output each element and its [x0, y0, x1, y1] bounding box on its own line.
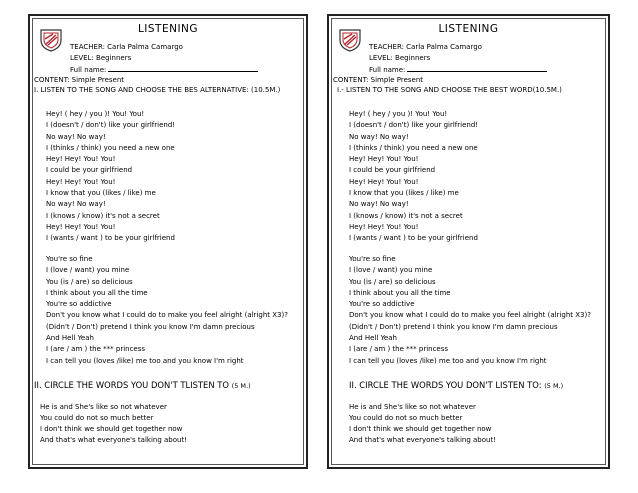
lyric-line: I could be your girlfriend [349, 166, 436, 175]
lyric-line: Don't you know what I could do to make you feel alright (alright X3)? [349, 311, 591, 320]
lyric-line: And Hell Yeah [349, 334, 397, 343]
lyric-line: And Hell Yeah [46, 334, 94, 343]
verse-3 [349, 402, 496, 446]
lyric-line: I (are / am ) the *** princess [46, 345, 146, 354]
verse-2 [46, 254, 288, 367]
lyric-line: I (knows / know) it's not a secret [349, 211, 463, 220]
verse-2 [349, 254, 591, 367]
worksheet-title: LISTENING [137, 23, 199, 35]
lyric-line: I can tell you (loves /like) me too and you know I'm right [349, 356, 547, 365]
lyric-line: I (doesn't / don't) like your girlfriend! [46, 121, 176, 130]
lyric-line: I could be your girlfriend [46, 166, 133, 175]
worksheet-title: LISTENING [438, 23, 499, 35]
level-label: LEVEL: Beginners [369, 54, 431, 62]
fullname-blank [407, 64, 547, 72]
lyric-line: Hey! Hey! You! You! [46, 177, 116, 186]
content-label: CONTENT: Simple Present [333, 76, 424, 84]
level-label: LEVEL: Beginners [70, 54, 132, 62]
verse-1 [349, 109, 478, 245]
lyric-line: Hey! ( hey / you )! You! You! [349, 110, 448, 118]
lyric-line: I (thinks / think) you need a new one [349, 143, 478, 152]
lyric-line: He is and She's like so not whatever [349, 403, 476, 411]
lyric-line: You could do not so much better [349, 414, 463, 422]
instruction-2-marks: (5 M.) [231, 382, 251, 390]
lyric-line: I (thinks / think) you need a new one [46, 143, 175, 152]
lyric-line: I can tell you (loves /like) me too and you know I'm right [46, 356, 244, 365]
lyric-line: I don't think we should get together now [349, 425, 492, 433]
teacher-name: TEACHER: Carla Palma Camargo [369, 43, 482, 51]
lyric-line: I (love / want) you mine [46, 266, 130, 275]
content-section [333, 75, 562, 95]
lyric-line: (Didn't / Don't) pretend I think you know I'm damn precious [46, 322, 255, 331]
lyric-line: You're so addictive [349, 300, 415, 309]
lyric-line: Hey! Hey! You! You! [349, 177, 419, 186]
lyric-line: (Didn't / Don't) pretend I think you know I'm damn precious [349, 322, 558, 331]
content-label: CONTENT: Simple Present [34, 76, 125, 84]
header-info [369, 42, 547, 76]
lyric-line: He is and She's like so not whatever [40, 403, 167, 411]
lyric-line: And that's what everyone's talking about! [40, 436, 188, 444]
teacher-name: TEACHER: Carla Palma Camargo [70, 43, 183, 51]
fullname-label: Full name: [369, 66, 406, 74]
fullname-blank [108, 64, 258, 72]
worksheet-left [28, 14, 308, 469]
instruction-2-marks: (5 M.) [544, 382, 564, 390]
lyric-line: I (are / am ) the *** princess [349, 345, 449, 354]
lyric-line: You (is / are) so delicious [349, 277, 436, 286]
lyric-line: I think about you all the time [46, 288, 148, 297]
lyric-line: I know that you (likes / like) me [349, 189, 459, 198]
lyric-line: I (knows / know) it's not a secret [46, 211, 160, 220]
lyric-line: You could do not so much better [40, 414, 154, 422]
lyric-line: And that's what everyone's talking about! [349, 436, 497, 444]
lyric-line: You're so fine [46, 255, 93, 263]
lyric-line: You're so addictive [46, 300, 112, 309]
lyric-line: I don't think we should get together now [40, 425, 183, 433]
worksheet-right [327, 14, 610, 469]
verse-1 [46, 109, 175, 245]
lyric-line: No way! No way! [349, 132, 409, 141]
lyric-line: I (wants / want ) to be your girlfriend [46, 234, 175, 243]
lyric-line: I (doesn't / don't) like your girlfriend! [349, 121, 479, 130]
lyric-line: You (is / are) so delicious [46, 277, 133, 286]
lyric-line: You're so fine [349, 255, 396, 263]
instruction-1: I. LISTEN TO THE SONG AND CHOOSE THE BES ALTERNATIVE: (10.5M.) [34, 86, 281, 94]
header-info [70, 42, 258, 76]
content-section [34, 75, 280, 95]
instruction-2-text: II. CIRCLE THE WORDS YOU DON'T TLISTEN TO [34, 380, 229, 390]
instruction-2 [34, 380, 251, 390]
instruction-1: I.- LISTEN TO THE SONG AND CHOOSE THE BEST WORD(10.5M.) [337, 86, 562, 94]
lyric-line: I think about you all the time [349, 288, 451, 297]
lyric-line: I (wants / want ) to be your girlfriend [349, 234, 478, 243]
verse-3 [40, 402, 187, 446]
lyric-line: No way! No way! [46, 200, 106, 209]
fullname-label: Full name: [70, 66, 107, 74]
lyric-line: Hey! Hey! You! You! [349, 222, 419, 231]
lyric-line: Hey! Hey! You! You! [349, 155, 419, 164]
instruction-2 [349, 380, 563, 390]
lyric-line: Don't you know what I could do to make you feel alright (alright X3)? [46, 311, 288, 320]
lyric-line: Hey! ( hey / you )! You! You! [46, 110, 145, 118]
lyric-line: Hey! Hey! You! You! [46, 222, 116, 231]
lyric-line: Hey! Hey! You! You! [46, 155, 116, 164]
instruction-2-text: II. CIRCLE THE WORDS YOU DON'T LISTEN TO: [349, 380, 542, 390]
lyric-line: I know that you (likes / like) me [46, 189, 156, 198]
lyric-line: No way! No way! [349, 200, 409, 209]
lyric-line: I (love / want) you mine [349, 266, 433, 275]
lyric-line: No way! No way! [46, 132, 106, 141]
